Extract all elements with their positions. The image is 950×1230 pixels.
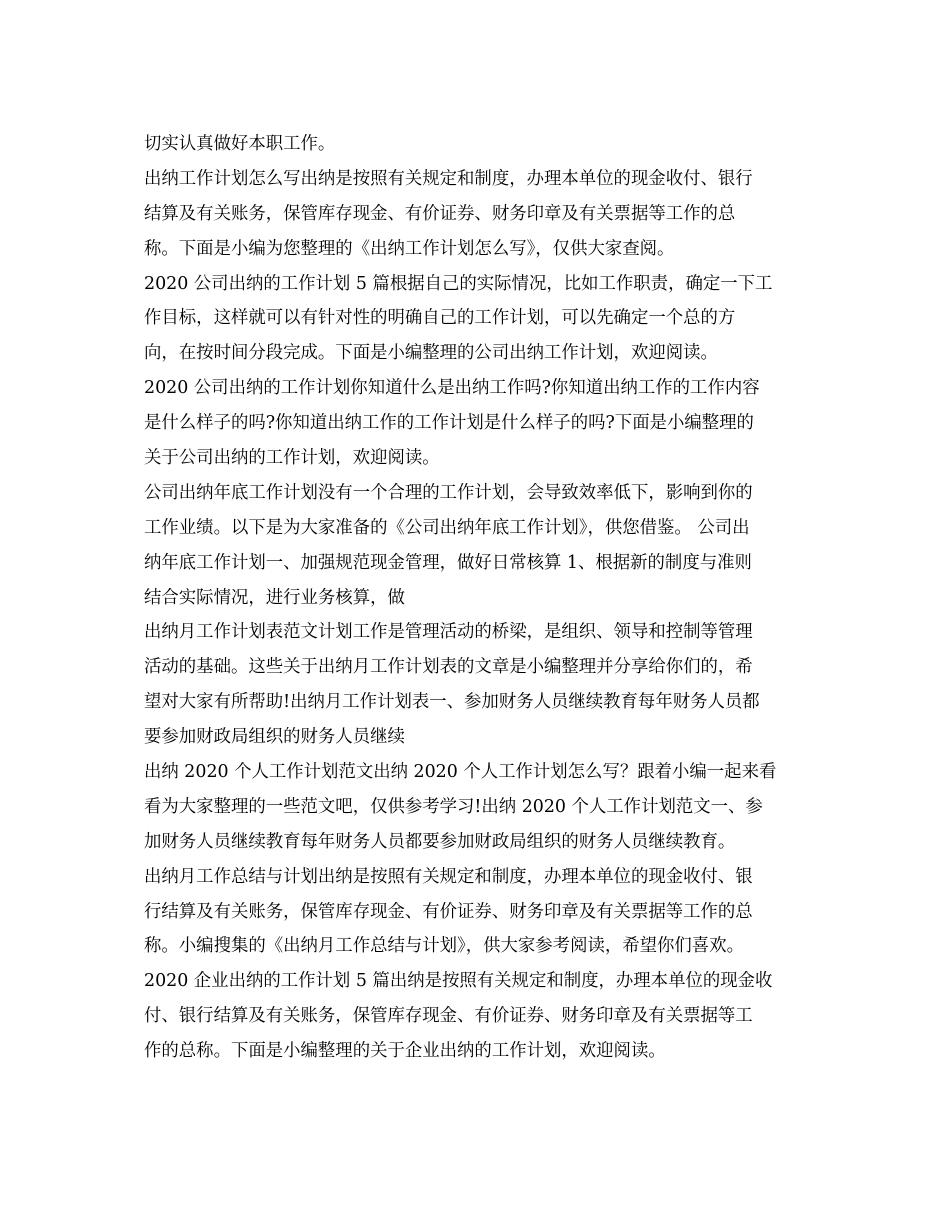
text-line: 作的总称。下面是小编整理的关于企业出纳的工作计划，欢迎阅读。 (144, 1041, 666, 1062)
text-line: 2020 公司出纳的工作计划 5 篇根据自己的实际情况，比如工作职责，确定一下工 (144, 273, 773, 294)
text-line: 要参加财政局组织的财务人员继续 (144, 727, 405, 748)
text-line: 关于公司出纳的工作计划，欢迎阅读。 (144, 448, 440, 469)
text-line: 纳年底工作计划一、加强规范现金管理，做好日常核算 1、根据新的制度与准则 (144, 552, 752, 573)
text-line: 望对大家有所帮助!出纳月工作计划表一、参加财务人员继续教育每年财务人员都 (144, 692, 760, 713)
text-line: 2020 公司出纳的工作计划你知道什么是出纳工作吗?你知道出纳工作的工作内容 (144, 378, 760, 399)
text-line: 出纳月工作计划表范文计划工作是管理活动的桥梁，是组织、领导和控制等管理 (144, 622, 753, 643)
text-line: 看为大家整理的一些范文吧，仅供参考学习!出纳 2020 个人工作计划范文一、参 (144, 796, 763, 817)
text-line: 付、银行结算及有关账务，保管库存现金、有价证券、财务印章及有关票据等工 (144, 1006, 753, 1027)
text-line: 公司出纳年底工作计划没有一个合理的工作计划，会导致效率低下，影响到你的 (144, 482, 753, 503)
document-body (144, 127, 812, 1069)
text-line: 活动的基础。这些关于出纳月工作计划表的文章是小编整理并分享给你们的，希 (144, 657, 753, 678)
text-line: 切实认真做好本职工作。 (144, 134, 336, 154)
text-line: 结合实际情况，进行业务核算，做 (144, 587, 405, 608)
text-line: 作目标，这样就可以有针对性的明确自己的工作计划，可以先确定一个总的方 (144, 308, 736, 329)
text-line: 加财务人员继续教育每年财务人员都要参加财政局组织的财务人员继续教育。 (144, 831, 736, 852)
text-line: 是什么样子的吗?你知道出纳工作的工作计划是什么样子的吗?下面是小编整理的 (144, 413, 754, 434)
text-line: 出纳工作计划怎么写出纳是按照有关规定和制度，办理本单位的现金收付、银行 (144, 168, 753, 189)
text-line: 出纳 2020 个人工作计划范文出纳 2020 个人工作计划怎么写？跟着小编一起来看 (144, 762, 777, 783)
text-line: 出纳月工作总结与计划出纳是按照有关规定和制度，办理本单位的现金收付、银 (144, 866, 753, 887)
text-line: 行结算及有关账务，保管库存现金、有价证券、财务印章及有关票据等工作的总 (144, 901, 753, 922)
text-line: 称。小编搜集的《出纳月工作总结与计划》，供大家参考阅读，希望你们喜欢。 (144, 936, 744, 957)
text-line: 2020 企业出纳的工作计划 5 篇出纳是按照有关规定和制度，办理本单位的现金收 (144, 971, 773, 992)
text-line: 称。下面是小编为您整理的《出纳工作计划怎么写》，仅供大家查阅。 (144, 238, 675, 259)
text-line: 结算及有关账务，保管库存现金、有价证券、财务印章及有关票据等工作的总 (144, 203, 736, 224)
text-line: 工作业绩。以下是为大家准备的《公司出纳年底工作计划》，供您借鉴。 公司出 (144, 517, 750, 538)
text-line: 向，在按时间分段完成。下面是小编整理的公司出纳工作计划，欢迎阅读。 (144, 343, 718, 364)
